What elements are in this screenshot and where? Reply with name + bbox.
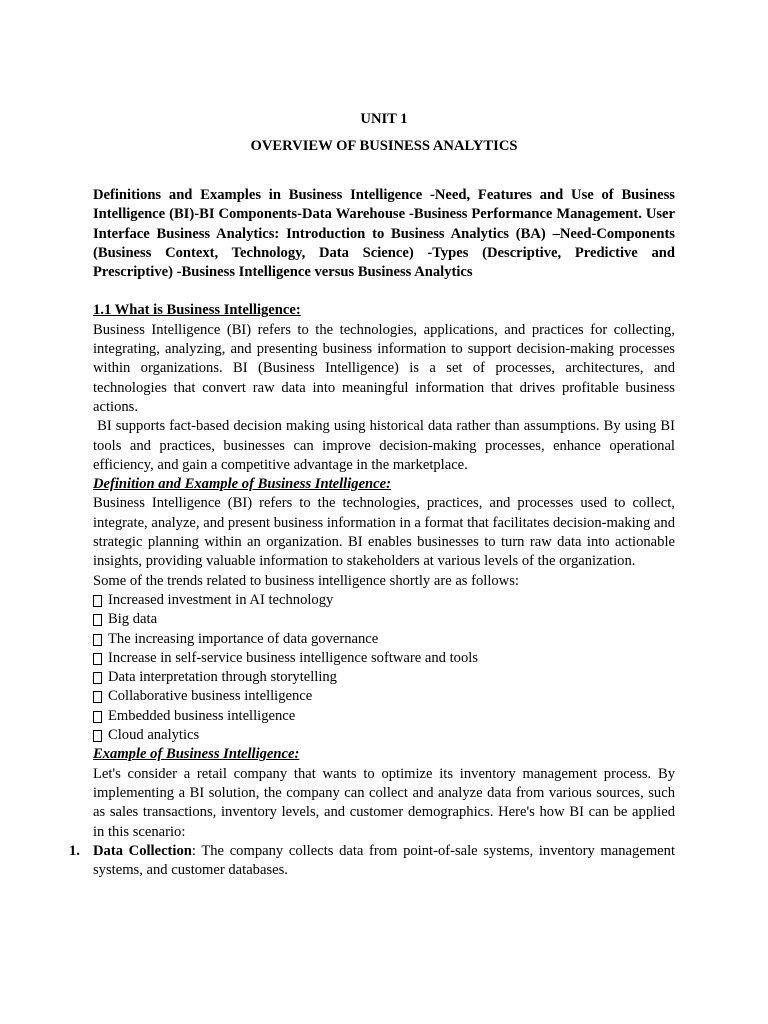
bullet-box-icon xyxy=(93,672,102,684)
trend-text: Data interpretation through storytelling xyxy=(108,669,337,686)
trend-text: Increased investment in AI technology xyxy=(108,591,334,608)
step-term: Data Collection xyxy=(93,842,192,859)
bullet-box-icon xyxy=(93,711,102,723)
spacer xyxy=(93,282,675,301)
trend-text: Increase in self-service business intelligence software and tools xyxy=(108,649,478,666)
subheading-example: Example of Business Intelligence: xyxy=(93,746,300,763)
paragraph-bi-definition: Business Intelligence (BI) refers to the technologies, practices, and processes used to collect, integrate, analyze, and present business information in a format that facilitates decision-making and strategic planning within an organization. BI enables businesses to turn raw data into actionable insights, providing valuable information to stakeholders at various levels of the organization. xyxy=(93,495,675,570)
list-item xyxy=(93,687,675,706)
list-item xyxy=(93,726,675,745)
section-heading-what-is-bi: 1.1 What is Business Intelligence: xyxy=(93,302,301,319)
trends-list xyxy=(93,591,675,745)
list-item xyxy=(93,610,675,629)
bullet-box-icon xyxy=(93,730,102,742)
paragraph-bi-intro: Business Intelligence (BI) refers to the technologies, applications, and practices for collecting, integrating, analyzing, and presenting business information to support decision-making processes within organizations. BI (Business Intelligence) is a set of processes, architectures, and technologies that convert raw data into meaningful information that drives profitable business actions. xyxy=(93,321,675,415)
paragraph-bi-fact-based: BI supports fact-based decision making using historical data rather than assumptions. By using BI tools and practices, businesses can improve decision-making processes, enhance operational efficiency, and gain a competitive advantage in the marketplace. xyxy=(93,418,675,473)
trend-text: Embedded business intelligence xyxy=(108,707,296,724)
step-number: 1. xyxy=(69,842,80,859)
numbered-step xyxy=(69,842,675,881)
step-text: : The company collects data from point-of-sale systems, inventory management systems, and customer databases. xyxy=(93,842,675,879)
subheading-definition-example: Definition and Example of Business Intelligence: xyxy=(93,476,391,493)
trend-text: Collaborative business intelligence xyxy=(108,688,313,705)
bullet-box-icon xyxy=(93,595,102,607)
paragraph-example: Let's consider a retail company that wants to optimize its inventory management process. By implementing a BI solution, the company can collect and analyze data from various sources, such as sales transactions, inventory levels, and customer demographics. Here's how BI can be applied in this scenario: xyxy=(93,765,675,840)
list-item xyxy=(93,591,675,610)
list-item xyxy=(93,649,675,668)
bullet-box-icon xyxy=(93,653,102,665)
trends-intro: Some of the trends related to business intelligence shortly are as follows: xyxy=(93,572,519,589)
document-body xyxy=(69,186,675,880)
page-title: OVERVIEW OF BUSINESS ANALYTICS xyxy=(250,138,518,154)
trend-text: The increasing importance of data governance xyxy=(108,630,379,647)
list-item xyxy=(93,707,675,726)
bullet-box-icon xyxy=(93,634,102,646)
bullet-box-icon xyxy=(93,691,102,703)
syllabus-summary: Definitions and Examples in Business Intelligence -Need, Features and Use of Business Intelligence (BI)-BI Components-Data Warehouse -Business Performance Management. User Interface Business Analytics: Introduction to Business Analytics (BA) –Need-Components (Business Context, Technology, Data Science) -Types (Descriptive, Predictive and Prescriptive) -Business Intelligence versus Business Analytics xyxy=(93,187,675,281)
unit-label: UNIT 1 xyxy=(360,111,408,127)
trend-text: Cloud analytics xyxy=(108,727,200,744)
list-item xyxy=(93,630,675,649)
numbered-steps xyxy=(69,842,675,881)
list-item xyxy=(93,668,675,687)
bullet-box-icon xyxy=(93,614,102,626)
trend-text: Big data xyxy=(108,611,158,628)
